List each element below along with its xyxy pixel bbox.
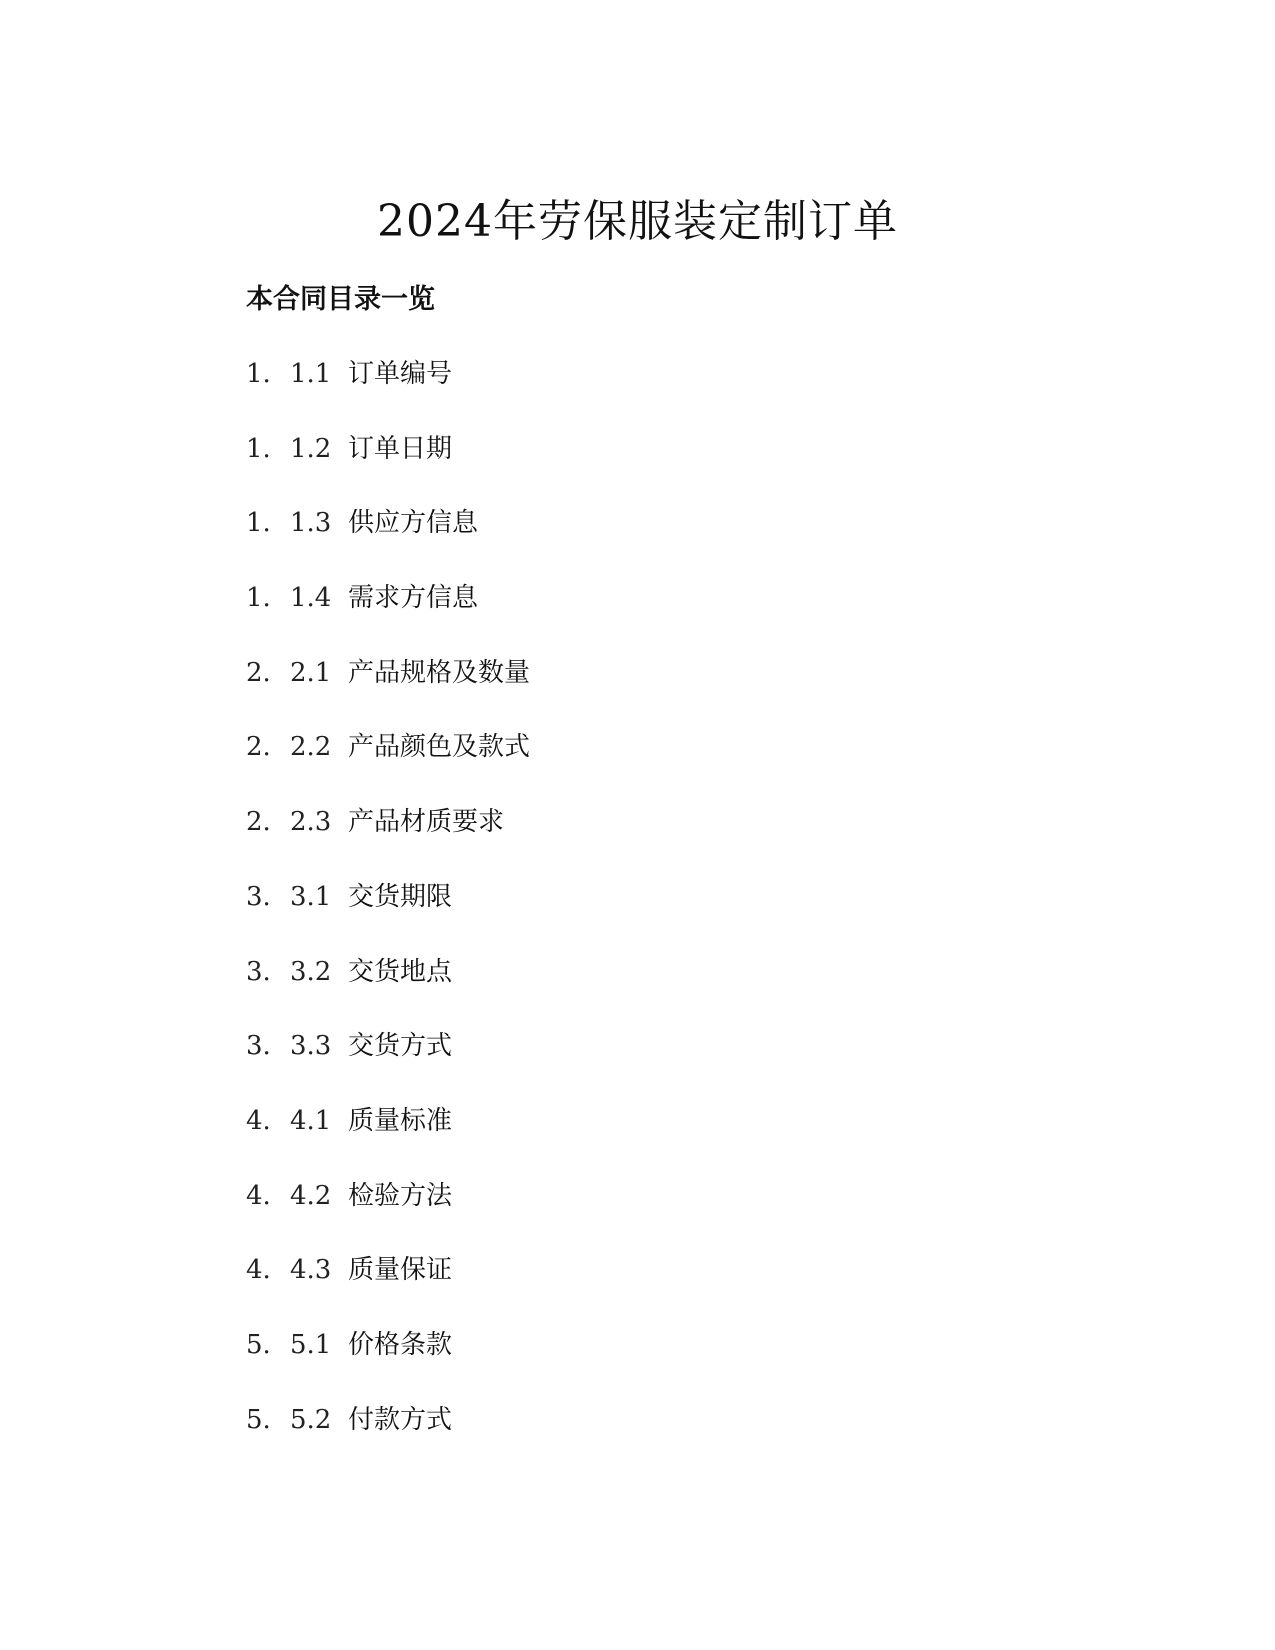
toc-item-number: 2. — [246, 657, 271, 688]
toc-item-subnumber: 3.2 — [290, 956, 332, 987]
toc-item-number: 1. — [246, 359, 271, 389]
toc-item-label: 产品颜色及款式 — [348, 732, 531, 763]
toc-item-label: 产品规格及数量 — [348, 657, 531, 688]
toc-item-number: 4. — [246, 1255, 271, 1286]
toc-item-label: 检验方法 — [348, 1180, 453, 1211]
toc-item-subnumber: 5.1 — [290, 1329, 332, 1360]
toc-item — [246, 505, 530, 580]
toc-item-subnumber: 2.2 — [290, 732, 332, 763]
toc-item — [246, 655, 530, 730]
toc-item — [246, 1327, 530, 1402]
toc-item-number: 5. — [246, 1404, 271, 1435]
toc-item — [246, 356, 530, 431]
toc-item-label: 供应方信息 — [348, 508, 479, 539]
toc-item-number: 1. — [246, 433, 271, 464]
toc-item-label: 需求方信息 — [348, 583, 479, 614]
toc-item — [246, 954, 530, 1029]
toc-item-number: 2. — [246, 807, 271, 838]
toc-item-label: 价格条款 — [348, 1329, 453, 1360]
toc-item-number: 4. — [246, 1180, 271, 1211]
toc-item-label: 付款方式 — [348, 1404, 453, 1435]
toc-heading: 本合同目录一览 — [246, 284, 435, 315]
document-title: 2024年劳保服装定制订单 — [377, 196, 898, 247]
toc-item — [246, 804, 530, 879]
toc-item-number: 1. — [246, 508, 271, 539]
toc-item-label: 交货地点 — [348, 956, 453, 987]
toc-item-number: 3. — [246, 1031, 271, 1062]
toc-item-subnumber: 4.3 — [290, 1255, 332, 1286]
toc-item-label: 订单日期 — [348, 433, 453, 464]
toc-item-number: 3. — [246, 956, 271, 987]
toc-item-number: 4. — [246, 1105, 271, 1136]
toc-item-label: 产品材质要求 — [348, 807, 505, 838]
toc-item — [246, 431, 530, 506]
toc-item-subnumber: 1.3 — [290, 508, 332, 539]
toc-item — [246, 1103, 530, 1178]
toc-item — [246, 1028, 530, 1103]
toc-item-number: 1. — [246, 583, 271, 614]
toc-item-label: 质量保证 — [348, 1255, 453, 1286]
toc-item-label: 交货方式 — [348, 1031, 453, 1062]
toc-item-number: 3. — [246, 881, 271, 912]
toc-item-subnumber: 2.1 — [290, 657, 332, 688]
toc-item — [246, 879, 530, 954]
toc-item-subnumber: 4.2 — [290, 1180, 332, 1211]
toc-item-subnumber: 3.3 — [290, 1031, 332, 1062]
toc-item-subnumber: 1.4 — [290, 583, 332, 614]
toc-item — [246, 1252, 530, 1327]
toc-item-subnumber: 1.1 — [290, 359, 332, 389]
toc-item-number: 2. — [246, 732, 271, 763]
toc-item-subnumber: 5.2 — [290, 1404, 332, 1435]
toc-item — [246, 729, 530, 804]
toc-item-number: 5. — [246, 1329, 271, 1360]
table-of-contents — [246, 356, 530, 1476]
toc-item-subnumber: 2.3 — [290, 807, 332, 838]
toc-item-label: 质量标准 — [348, 1105, 453, 1136]
toc-item — [246, 580, 530, 655]
toc-item — [246, 1402, 530, 1477]
toc-item-label: 交货期限 — [348, 881, 453, 912]
toc-item-label: 订单编号 — [348, 359, 453, 389]
toc-item-subnumber: 4.1 — [290, 1105, 332, 1136]
toc-item — [246, 1178, 530, 1253]
toc-item-subnumber: 1.2 — [290, 433, 332, 464]
toc-item-subnumber: 3.1 — [290, 881, 332, 912]
